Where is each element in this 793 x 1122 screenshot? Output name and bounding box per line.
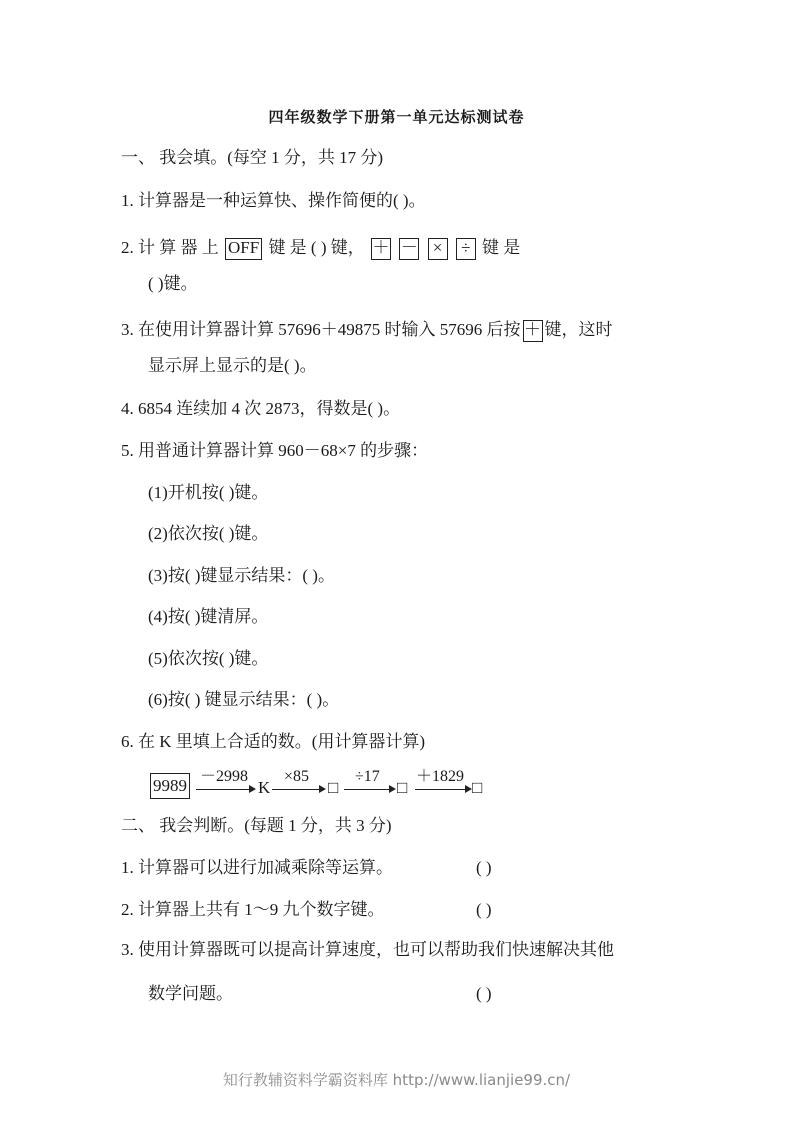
- q3-suffix: 键，这时: [544, 320, 613, 339]
- step-4: (4)按( )键清屏。: [148, 607, 269, 626]
- times-key: ×: [428, 238, 448, 260]
- section1-heading: 一、 我会填。(每空 1 分，共 17 分): [121, 148, 384, 167]
- chain-arrow-4: [415, 789, 470, 790]
- chain-op-2: ×85: [284, 768, 310, 785]
- judge-3-line2: 数学问题。: [148, 984, 233, 1003]
- step-6: (6)按( ) 键显示结果：( )。: [148, 690, 340, 709]
- question-1-4: 4. 6854 连续加 4 次 2873，得数是( )。: [121, 399, 401, 418]
- step-1: (1)开机按( )键。: [148, 483, 269, 502]
- judge-3-line1: 3. 使用计算器既可以提高计算速度，也可以帮助我们快速解决其他: [121, 940, 614, 959]
- question-1-6-stem: 6. 在 K 里填上合适的数。(用计算器计算): [121, 732, 426, 751]
- question-1-2-line2: ( )键。: [148, 274, 198, 293]
- judge-1-paren: ( ): [476, 858, 492, 877]
- minus-key: －: [399, 238, 419, 260]
- judge-3-paren: ( ): [476, 984, 492, 1003]
- chain-start-number: 9989: [150, 773, 190, 799]
- step-5: (5)依次按( )键。: [148, 649, 269, 668]
- chain-arrow-1: [196, 789, 254, 790]
- q3-prefix: 3. 在使用计算器计算 57696＋49875 时输入 57696 后按: [121, 320, 521, 339]
- chain-k: K: [258, 778, 271, 797]
- chain-box-1: □: [328, 778, 339, 797]
- q2-prefix: 2. 计 算 器 上: [121, 238, 219, 257]
- chain-op-3: ÷17: [355, 768, 380, 785]
- chain-box-2: □: [397, 778, 408, 797]
- step-2: (2)依次按( )键。: [148, 524, 269, 543]
- divide-key: ÷: [456, 238, 476, 260]
- chain-arrow-2: [272, 789, 324, 790]
- judge-1: 1. 计算器可以进行加减乘除等运算。: [121, 858, 393, 877]
- question-1-1: 1. 计算器是一种运算快、操作简便的( )。: [121, 191, 426, 210]
- plus-key: ＋: [371, 238, 391, 260]
- footer-watermark: 知行教辅资料学霸资料库 http://www.lianjie99.cn/: [222, 1071, 571, 1089]
- plus-key-q3: ＋: [523, 320, 543, 342]
- chain-arrow-3: [344, 789, 394, 790]
- chain-op-4: ＋1829: [416, 768, 465, 785]
- question-1-3: [121, 318, 613, 342]
- step-3: (3)按( )键显示结果：( )。: [148, 566, 335, 585]
- chain-box-3: □: [472, 778, 483, 797]
- question-1-3-line2: 显示屏上显示的是( )。: [148, 356, 317, 375]
- section2-heading: 二、 我会判断。(每题 1 分，共 3 分): [121, 816, 392, 835]
- chain-op-1: －2998: [200, 768, 249, 785]
- question-1-2: [121, 236, 520, 260]
- judge-2: 2. 计算器上共有 1～9 九个数字键。: [121, 900, 385, 919]
- question-1-5-stem: 5. 用普通计算器计算 960－68×7 的步骤：: [121, 441, 429, 460]
- off-key: OFF: [225, 238, 262, 260]
- judge-2-paren: ( ): [476, 900, 492, 919]
- q2-suffix: 键 是: [482, 238, 521, 257]
- page-title: 四年级数学下册第一单元达标测试卷: [268, 108, 525, 126]
- q2-middle: 键 是 ( ) 键，: [268, 238, 365, 257]
